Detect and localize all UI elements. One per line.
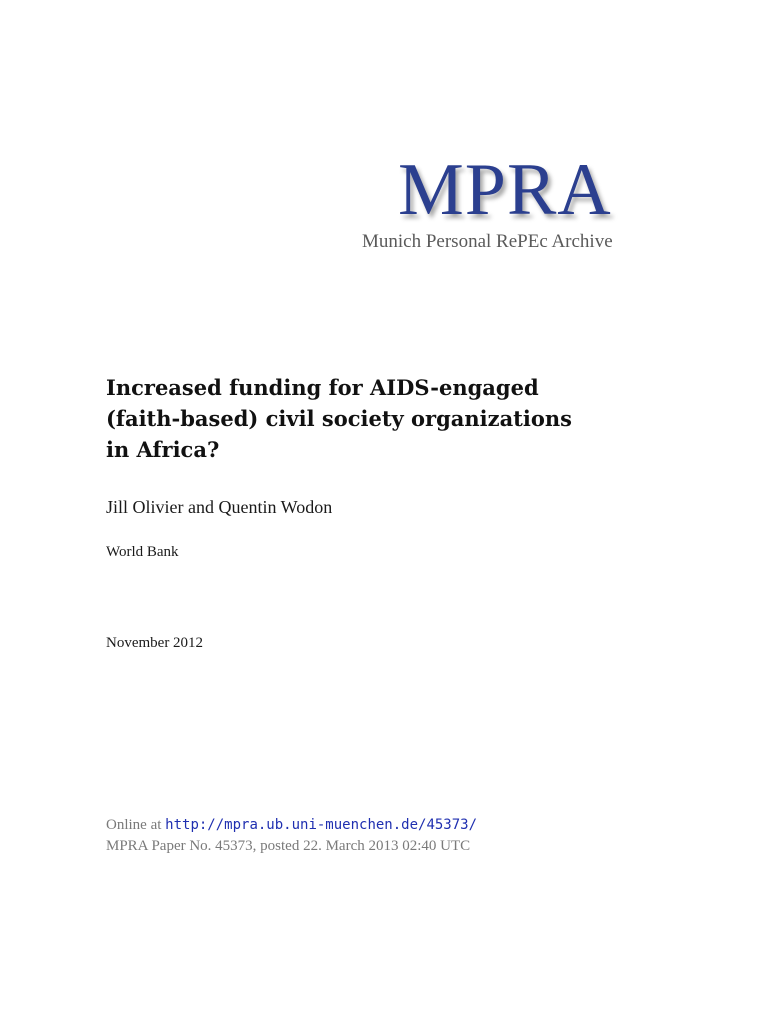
paper-affiliation: World Bank xyxy=(106,544,179,560)
online-at-line xyxy=(106,815,477,835)
mpra-logo xyxy=(340,150,670,260)
title-line: in Africa? xyxy=(106,437,220,462)
paper-authors: Jill Olivier and Quentin Wodon xyxy=(106,497,333,517)
online-prefix: Online at xyxy=(106,817,162,833)
paper-url-link[interactable]: http://mpra.ub.uni-muenchen.de/45373/ xyxy=(165,817,478,833)
paper-title xyxy=(106,372,666,465)
paper-date: November 2012 xyxy=(106,635,204,651)
logo-wordmark: MPRA xyxy=(398,149,612,231)
title-line: (faith-based) civil society organizations xyxy=(106,406,572,431)
paper-info: MPRA Paper No. 45373, posted 22. March 2013 02:40 UTC xyxy=(106,838,471,854)
title-line: Increased funding for AIDS-engaged xyxy=(106,375,539,400)
logo-subtitle: Munich Personal RePEc Archive xyxy=(362,231,613,252)
